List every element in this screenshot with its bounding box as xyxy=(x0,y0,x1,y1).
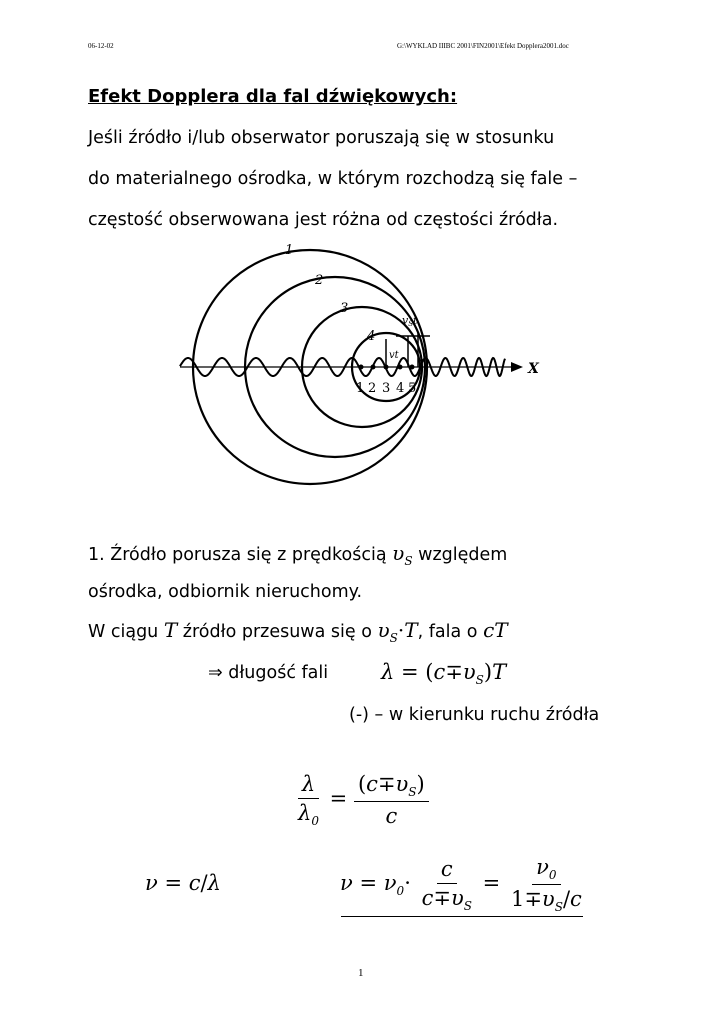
math-lambda: λ xyxy=(381,660,395,684)
ratio-fraction-right xyxy=(354,772,429,828)
math-lparen: ( xyxy=(425,660,434,684)
source-position-dot xyxy=(410,365,415,370)
math-dot: · xyxy=(397,618,405,642)
case1-line1-after: względem xyxy=(418,545,508,565)
case1-line3 xyxy=(88,618,508,645)
dimension-top-sub: S xyxy=(408,320,414,328)
wavelength-line: ⇒ długość fali xyxy=(208,663,329,683)
x-axis-arrow-icon xyxy=(511,362,523,372)
circle-label-3: 3 xyxy=(340,301,349,316)
math-sub-zero: 0 xyxy=(396,884,405,899)
frequency-numerator-2 xyxy=(532,855,560,885)
intro-line: do materialnego ośrodka, w którym rozchodzą się fale – xyxy=(88,169,578,189)
dimension-label-side: vt xyxy=(389,350,399,361)
math-c: c xyxy=(421,885,434,910)
math-eq: = xyxy=(401,660,419,684)
math-sub-s: S xyxy=(408,785,417,800)
case1-line2: ośrodka, odbiornik nieruchomy. xyxy=(88,582,363,602)
case1-line3-a: W ciągu xyxy=(88,622,159,642)
math-lambda0: λ xyxy=(298,801,312,825)
math-v: υ xyxy=(395,772,409,796)
math-nu0 xyxy=(383,871,405,899)
math-rparen: ) xyxy=(483,660,493,684)
math-lambda: λ xyxy=(207,871,221,895)
math-sub-s: S xyxy=(404,554,413,568)
case1-line1 xyxy=(88,541,507,568)
math-nu: ν xyxy=(145,871,158,895)
case1-line3-b: źródło przesuwa się o xyxy=(182,622,372,642)
circle-label-1: 1 xyxy=(285,243,294,258)
circle-label-2: 2 xyxy=(315,273,324,288)
ratio-right-numerator xyxy=(354,772,429,802)
ratio-fraction-left xyxy=(294,772,323,828)
math-c: c xyxy=(188,871,201,895)
math-v: υ xyxy=(377,618,390,642)
intro-line: Jeśli źródło i/lub obserwator poruszają się w stosunku xyxy=(88,128,555,148)
wave-distance-expression: cT xyxy=(483,618,508,642)
source-position-dot xyxy=(398,365,403,370)
math-sub-s: S xyxy=(389,631,398,645)
math-sub-s: S xyxy=(475,673,484,688)
source-velocity-symbol xyxy=(392,541,413,568)
math-sub-s: S xyxy=(463,898,472,913)
math-t: T xyxy=(404,618,418,642)
frequency-definition xyxy=(145,871,221,895)
math-slash: / xyxy=(200,871,208,895)
source-position-dot xyxy=(384,365,389,370)
intro-line: częstość obserwowana jest różna od częstości źródła. xyxy=(88,210,559,230)
observed-frequency-formula xyxy=(340,855,586,914)
source-position-dot xyxy=(359,365,364,370)
frequency-denominator-1 xyxy=(418,884,476,913)
math-eq: = xyxy=(329,786,348,811)
math-nu: ν xyxy=(536,855,549,879)
position-label-2: 2 xyxy=(368,381,377,396)
math-nu: ν xyxy=(383,871,397,896)
frequency-numerator-1: c xyxy=(437,857,457,884)
position-label-5: 5 xyxy=(408,381,417,396)
frequency-fraction-2 xyxy=(507,855,586,914)
math-c: c xyxy=(433,660,446,684)
ratio-numerator: λ xyxy=(298,772,319,799)
math-lparen: ( xyxy=(357,772,367,796)
frequency-fraction-1 xyxy=(418,857,476,913)
axis-label-x: X xyxy=(528,361,539,377)
math-rparen: ) xyxy=(416,772,425,796)
ratio-right-denominator: c xyxy=(385,804,398,829)
math-eq: = xyxy=(164,871,183,895)
source-position-dot xyxy=(371,365,376,370)
math-eq: = xyxy=(482,871,501,896)
math-t: T xyxy=(492,660,507,684)
math-mp: ∓ xyxy=(433,885,451,910)
math-mp: ∓ xyxy=(445,660,463,684)
math-sub-zero: 0 xyxy=(311,814,319,829)
ratio-denominator xyxy=(294,799,323,828)
wavelength-formula xyxy=(381,660,506,687)
math-v: υ xyxy=(450,885,464,910)
math-c: c xyxy=(570,887,582,912)
dimension-top-v: v xyxy=(402,314,409,327)
page-number: 1 xyxy=(358,967,364,979)
header-file-path: G:\WYKLAD IIIBC 2001\FIN2001\Efekt Dopplera2001.doc xyxy=(397,42,569,50)
math-dot: · xyxy=(404,871,411,896)
math-one: 1 xyxy=(510,887,525,912)
wavelength-ratio-formula xyxy=(294,772,429,828)
period-symbol: T xyxy=(163,618,178,642)
case1-line1-text: 1. Źródło porusza się z prędkością xyxy=(88,545,387,565)
position-label-1: 1 xyxy=(356,381,365,396)
math-sub-zero: 0 xyxy=(548,868,557,883)
header-date: 06-12-02 xyxy=(88,42,114,50)
math-v: υ xyxy=(541,887,555,912)
direction-note: (-) – w kierunku ruchu źródła xyxy=(349,705,600,725)
case1-line3-c: , fala o xyxy=(417,622,478,642)
section-title: Efekt Dopplera dla fal dźwiękowych: xyxy=(88,86,458,107)
dimension-top-var: t xyxy=(413,314,418,327)
position-label-3: 3 xyxy=(382,381,391,396)
math-c: c xyxy=(366,772,378,796)
math-slash: / xyxy=(562,887,571,912)
math-v: υ xyxy=(462,660,476,684)
doppler-wavefront-diagram xyxy=(160,236,560,506)
source-shift-expression xyxy=(377,618,418,645)
math-v: υ xyxy=(392,541,405,565)
math-nu: ν xyxy=(340,871,353,896)
math-sub-s: S xyxy=(554,900,563,915)
position-label-4: 4 xyxy=(396,381,405,396)
intro-paragraph xyxy=(88,118,668,241)
circle-label-4: 4 xyxy=(367,329,376,344)
formula-underline xyxy=(341,916,583,917)
math-eq: = xyxy=(359,871,378,896)
frequency-denominator-2 xyxy=(507,885,586,914)
math-mp: ∓ xyxy=(377,772,396,796)
math-mp: ∓ xyxy=(524,887,542,912)
